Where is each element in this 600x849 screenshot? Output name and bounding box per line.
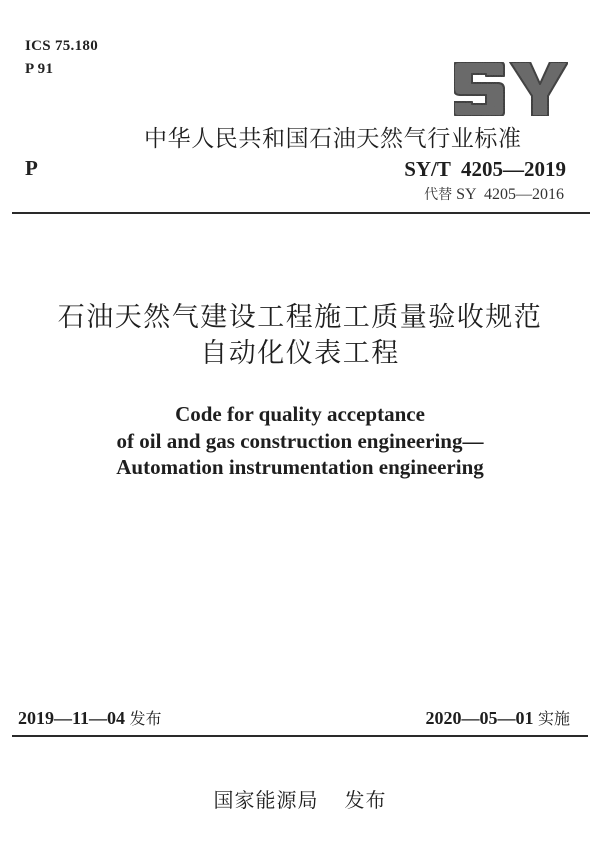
sy-logo-icon bbox=[448, 56, 570, 122]
replaces-standard bbox=[424, 184, 564, 204]
classification-code: P 91 bbox=[25, 61, 54, 77]
chinese-title-line-2: 自动化仪表工程 bbox=[200, 338, 400, 369]
category-mark: P bbox=[25, 156, 38, 180]
publish-label: 发布 bbox=[344, 788, 387, 812]
implementation-date bbox=[425, 706, 570, 729]
standard-number: SY/T 4205—2019 bbox=[404, 157, 566, 181]
chinese-title-line-1: 石油天然气建设工程施工质量验收规范 bbox=[57, 302, 543, 333]
ics-code: ICS 75.180 bbox=[25, 38, 99, 54]
industry-standard-heading: 中华人民共和国石油天然气行业标准 bbox=[144, 126, 522, 152]
replaces-label: 代替 bbox=[424, 187, 453, 203]
bottom-divider bbox=[12, 735, 588, 737]
replaces-number: SY 4205—2016 bbox=[456, 186, 564, 203]
implementation-label: 实施 bbox=[537, 709, 570, 728]
issue-label: 发布 bbox=[129, 709, 162, 728]
english-title-line-2: of oil and gas construction engineering— bbox=[116, 429, 484, 453]
issue-date-value: 2019—11—04 bbox=[18, 708, 126, 728]
sy-logo bbox=[448, 56, 570, 122]
issue-date bbox=[18, 706, 162, 729]
english-title-line-1: Code for quality acceptance bbox=[175, 402, 425, 426]
publisher bbox=[0, 784, 600, 813]
publisher-name: 国家能源局 bbox=[213, 788, 319, 812]
english-title-line-3: Automation instrumentation engineering bbox=[116, 455, 484, 479]
implementation-date-value: 2020—05—01 bbox=[425, 708, 534, 728]
top-divider bbox=[12, 212, 590, 214]
